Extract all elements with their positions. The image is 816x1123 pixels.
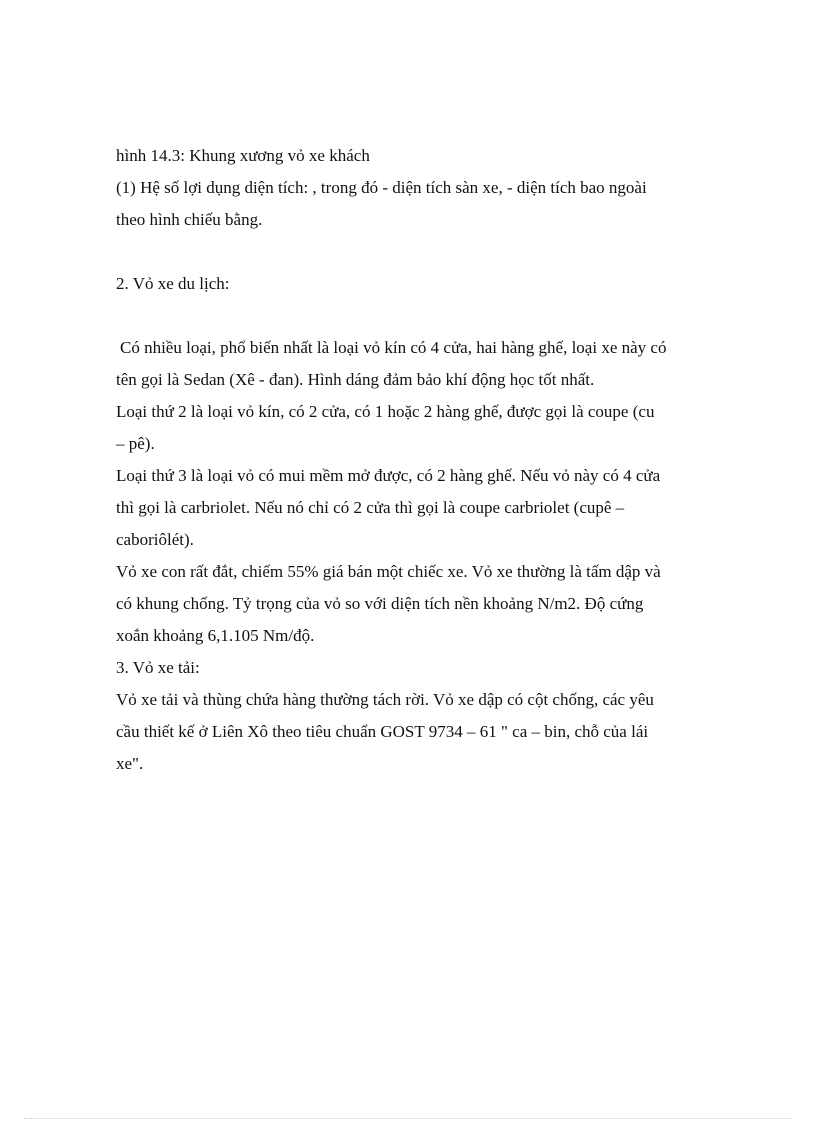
blank-line (116, 236, 746, 268)
paragraph-line: xe". (116, 754, 144, 773)
paragraph-line: theo hình chiếu bằng. (116, 210, 263, 229)
section-heading: 2. Vỏ xe du lịch: (116, 274, 230, 293)
paragraph-line: – pê). (116, 434, 155, 453)
paragraph-line: Loại thứ 2 là loại vỏ kín, có 2 cửa, có 1 hoặc 2 hàng ghế, được gọi là coupe (cu (116, 402, 655, 421)
paragraph-line: có khung chống. Tỷ trọng của vỏ so với diện tích nền khoảng N/m2. Độ cứng (116, 594, 644, 613)
document-page (116, 140, 746, 780)
paragraph-line: xoắn khoảng 6,1.105 Nm/độ. (116, 626, 315, 645)
paragraph-line: cầu thiết kế ở Liên Xô theo tiêu chuẩn GOST 9734 – 61 " ca – bin, chỗ của lái (116, 722, 649, 741)
paragraph-line: (1) Hệ số lợi dụng diện tích: , trong đó - diện tích sàn xe, - diện tích bao ngoài (116, 178, 647, 197)
page-bottom-divider (24, 1118, 792, 1119)
figure-caption: hình 14.3: Khung xương vỏ xe khách (116, 146, 370, 165)
paragraph-line: Có nhiều loại, phổ biến nhất là loại vỏ kín có 4 cửa, hai hàng ghế, loại xe này có (120, 338, 667, 357)
paragraph-line: caboriôlét). (116, 530, 194, 549)
blank-line (116, 300, 746, 332)
section-heading: 3. Vỏ xe tải: (116, 658, 200, 677)
paragraph-line: Vỏ xe tải và thùng chứa hàng thường tách rời. Vỏ xe dập có cột chống, các yêu (116, 690, 654, 709)
paragraph-line: Loại thứ 3 là loại vỏ có mui mềm mở được, có 2 hàng ghế. Nếu vỏ này có 4 cửa (116, 466, 661, 485)
paragraph-line: tên gọi là Sedan (Xê - đan). Hình dáng đảm bảo khí động học tốt nhất. (116, 370, 595, 389)
paragraph-line: thì gọi là carbriolet. Nếu nó chỉ có 2 cửa thì gọi là coupe carbriolet (cupê – (116, 498, 625, 517)
paragraph-line: Vỏ xe con rất đắt, chiếm 55% giá bán một chiếc xe. Vỏ xe thường là tấm dập và (116, 562, 661, 581)
